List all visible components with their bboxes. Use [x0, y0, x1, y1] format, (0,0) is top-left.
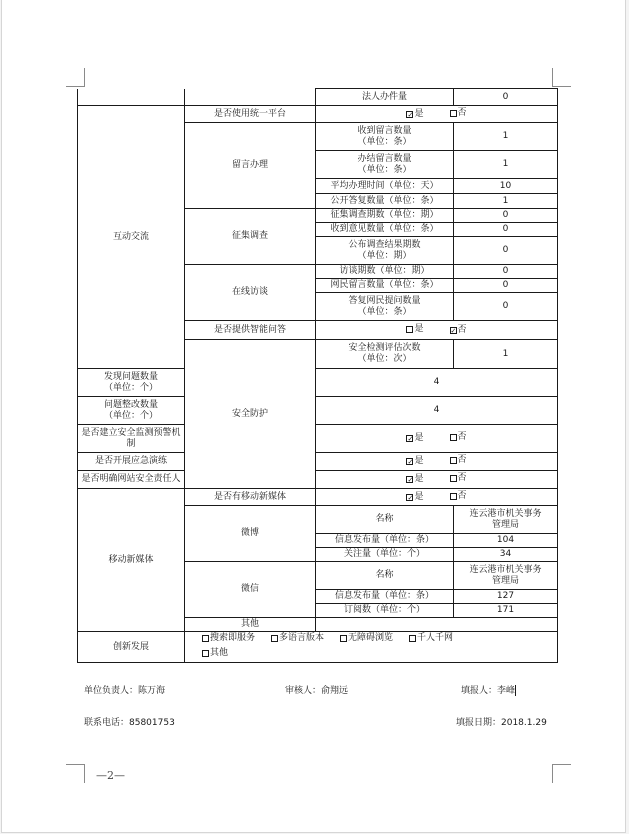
filler	[461, 685, 516, 697]
row-value: 1	[454, 194, 558, 209]
contact-phone: 联系电话：85801753	[84, 718, 175, 728]
thousand-checkbox[interactable]: 千人千网	[409, 632, 453, 645]
section-label-innovation: 创新发展	[78, 632, 185, 663]
row-label: 安全检测评估次数 （单位：次）	[316, 340, 454, 369]
row-label: 收到留言数量 （单位：条）	[316, 123, 454, 151]
empty-box-icon	[450, 434, 457, 441]
empty-box-icon	[450, 457, 457, 464]
empty-box-icon	[450, 493, 457, 500]
row-value: 0	[454, 265, 558, 279]
row-label: 名称	[316, 562, 454, 590]
row-value: 104	[454, 534, 558, 548]
multilang-checkbox[interactable]: 多语言版本	[271, 632, 324, 645]
innovation-options	[185, 632, 558, 663]
yes-no-cell	[316, 106, 558, 123]
row-label: 其他	[185, 618, 316, 632]
row-value: 34	[454, 548, 558, 562]
fill-date: 填报日期：2018.1.29	[456, 718, 547, 728]
crop-mark-top-right	[552, 68, 571, 87]
table-row	[78, 369, 558, 397]
text-cursor-icon	[515, 685, 516, 696]
row-value: 1	[454, 340, 558, 369]
subsection-label: 微信	[185, 562, 316, 618]
checked-box-icon: ✓	[407, 435, 414, 443]
section-label-security: 安全防护	[185, 340, 316, 489]
checked-box-icon: ✓	[407, 476, 414, 484]
table-row	[78, 453, 558, 471]
yes-no-cell	[316, 425, 558, 453]
row-label: 名称	[316, 506, 454, 534]
row-value: 0	[454, 279, 558, 293]
empty-box-icon	[340, 635, 347, 642]
empty-box-icon	[271, 635, 278, 642]
section-cell-continued	[78, 89, 185, 106]
yes-no-cell	[316, 321, 558, 340]
yes-no-cell	[316, 489, 558, 506]
reviewer: 审核人：俞翔远	[285, 686, 349, 696]
crop-mark-bottom-right	[552, 764, 571, 783]
accessible-checkbox[interactable]: 无障碍浏览	[340, 632, 393, 645]
empty-box-icon	[202, 650, 209, 657]
row-label: 问题整改数量 （单位：个）	[78, 397, 185, 425]
row-value: 4	[316, 397, 558, 425]
row-value: 连云港市机关事务 管理局	[454, 506, 558, 534]
row-label: 是否开展应急演练	[78, 453, 185, 471]
subsection-label: 微博	[185, 506, 316, 562]
row-value: 0	[454, 237, 558, 265]
search-service-checkbox[interactable]: 搜索即服务	[202, 632, 255, 645]
row-value: 171	[454, 604, 558, 618]
section-label-mobile: 移动新媒体	[78, 489, 185, 632]
checked-box-icon: ✓	[407, 110, 414, 119]
row-label: 是否明确网站安全责任人	[78, 471, 185, 489]
filler-text: 填报人：李峰	[461, 686, 516, 696]
row-value: 0	[454, 89, 558, 106]
row-value: 0	[454, 223, 558, 237]
row-label: 访谈期数（单位：期）	[316, 265, 454, 279]
row-value: 0	[454, 293, 558, 321]
row-label: 平均办理时间（单位：天）	[316, 179, 454, 194]
row-value: 0	[454, 209, 558, 223]
row-label: 是否有移动新媒体	[185, 489, 316, 506]
yes-checkbox[interactable]: ✓ 是	[407, 433, 424, 443]
unit-head: 单位负责人：陈万海	[84, 686, 166, 696]
table-row	[78, 397, 558, 425]
row-value: 10	[454, 179, 558, 194]
table-row	[78, 471, 558, 489]
table-row	[78, 489, 558, 506]
row-value-empty	[316, 618, 558, 632]
no-checkbox[interactable]: 否	[450, 432, 467, 443]
yes-checkbox[interactable]: ✓ 是	[407, 491, 424, 502]
row-label: 网民留言数量（单位：条）	[316, 279, 454, 293]
subsection-label: 在线访谈	[185, 265, 316, 321]
no-checkbox[interactable]: 否	[450, 473, 467, 484]
row-label: 是否提供智能问答	[185, 321, 316, 340]
yes-no-cell	[316, 453, 558, 471]
row-label: 答复网民提问数量 （单位：条）	[316, 293, 454, 321]
empty-box-icon	[202, 635, 209, 642]
table-row	[78, 106, 558, 123]
table-row	[78, 89, 558, 106]
checked-box-icon: ✓	[450, 326, 457, 335]
row-value: 127	[454, 590, 558, 604]
yes-checkbox[interactable]: ✓ 是	[407, 108, 424, 119]
row-label: 收到意见数量（单位：条）	[316, 223, 454, 237]
row-label: 公开答复数量（单位：条）	[316, 194, 454, 209]
row-label: 关注量（单位：个）	[316, 548, 454, 562]
subsection-cell-continued	[185, 89, 316, 106]
page-number: —2—	[96, 769, 125, 782]
row-label: 公布调查结果期数 （单位：期）	[316, 237, 454, 265]
section-label-interaction: 互动交流	[78, 106, 185, 369]
row-value: 1	[454, 123, 558, 151]
no-checkbox[interactable]: 否	[450, 455, 467, 466]
table-row	[78, 425, 558, 453]
crop-mark-top-left	[66, 68, 85, 87]
row-label: 办结留言数量 （单位：条）	[316, 151, 454, 179]
row-label: 征集调查期数（单位：期）	[316, 209, 454, 223]
row-value: 连云港市机关事务 管理局	[454, 562, 558, 590]
row-value: 4	[316, 369, 558, 397]
table-row	[78, 632, 558, 663]
empty-box-icon	[450, 475, 457, 482]
row-label: 发现问题数量 （单位：个）	[78, 369, 185, 397]
no-checkbox[interactable]: 否	[450, 491, 467, 502]
row-label: 信息发布量（单位：条）	[316, 590, 454, 604]
subsection-label: 留言办理	[185, 123, 316, 209]
empty-box-icon	[409, 635, 416, 642]
empty-box-icon	[450, 110, 457, 117]
row-label: 是否使用统一平台	[185, 106, 316, 123]
yes-no-cell	[316, 471, 558, 489]
crop-mark-bottom-left	[66, 764, 85, 783]
yes-checkbox[interactable]: ✓ 是	[407, 456, 424, 466]
row-label: 信息发布量（单位：条）	[316, 534, 454, 548]
checked-box-icon: ✓	[407, 458, 414, 466]
no-checkbox[interactable]: 否	[450, 108, 467, 119]
row-label: 订阅数（单位：个）	[316, 604, 454, 618]
subsection-label: 征集调查	[185, 209, 316, 265]
row-value: 1	[454, 151, 558, 179]
yes-checkbox[interactable]: 是	[406, 324, 423, 335]
row-label: 是否建立安全监测预警机 制	[78, 425, 185, 453]
other-checkbox[interactable]: 其他	[202, 647, 228, 660]
yes-checkbox[interactable]: ✓ 是	[407, 474, 424, 484]
report-table	[77, 88, 558, 663]
no-checkbox[interactable]: ✓ 否	[450, 324, 467, 335]
empty-box-icon	[406, 326, 413, 333]
row-label: 法人办件量	[316, 89, 454, 106]
checked-box-icon: ✓	[407, 493, 414, 502]
